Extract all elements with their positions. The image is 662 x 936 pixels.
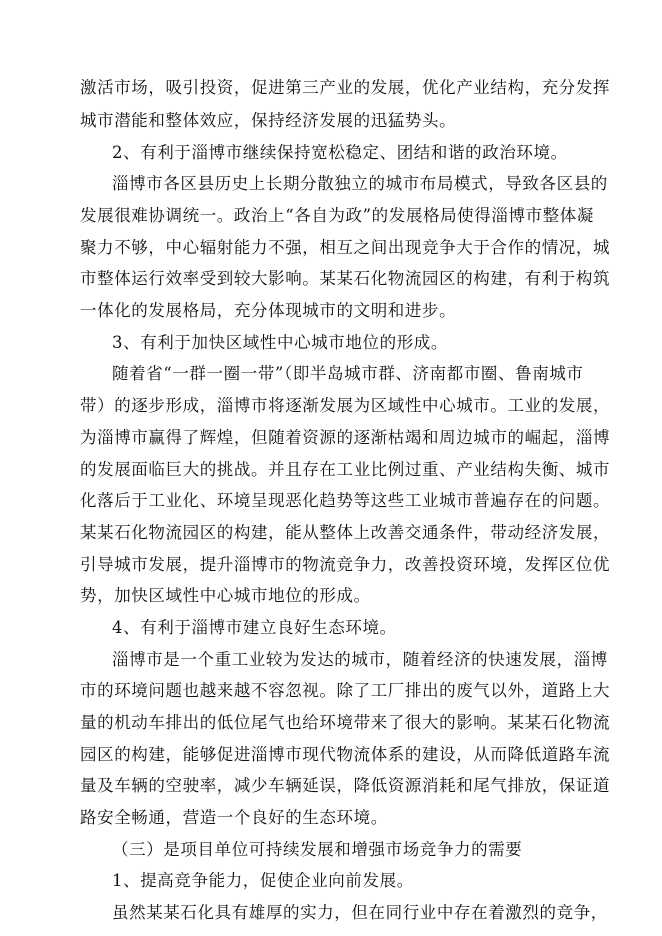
- body-text-line: 随着省“一群一圈一带”（即半岛城市群、济南都市圈、鲁南城市: [112, 364, 584, 383]
- subheading-2: 2、有利于淄博市继续保持宽松稳定、团结和谐的政治环境。: [112, 143, 568, 162]
- subheading-4: 4、有利于淄博市建立良好生态环境。: [112, 618, 397, 637]
- body-text-line: 市的环境问题也越来越不容忽视。除了工厂排出的废气以外，道路上大: [80, 681, 611, 700]
- body-text-line: 量及车辆的空驶率，减少车辆延误，降低资源消耗和尾气排放，保证道: [80, 776, 611, 795]
- body-text-line: 带）的逐步形成，淄博市将逐渐发展为区域性中心城市。工业的发展，: [80, 396, 611, 415]
- body-text-line: 势，加快区域性中心城市地位的形成。: [80, 586, 371, 605]
- body-text-line: 化落后于工业化、环境呈现恶化趋势等这些工业城市普遍存在的问题。: [80, 491, 611, 510]
- body-text-line: 园区的构建，能够促进淄博市现代物流体系的建设，从而降低道路车流: [80, 745, 611, 764]
- body-text-line: 引导城市发展，提升淄博市的物流竞争力，改善投资环境，发挥区位优: [80, 555, 611, 574]
- body-text-line: 市整体运行效率受到较大影响。某某石化物流园区的构建，有利于构筑: [80, 269, 611, 288]
- body-text-line: 虽然某某石化具有雄厚的实力，但在同行业中存在着激烈的竞争，: [112, 903, 608, 922]
- body-text-line: 发展很难协调统一。政治上“各自为政”的发展格局使得淄博市整体凝: [80, 206, 594, 225]
- body-text-line: 某某石化物流园区的构建，能从整体上改善交通条件，带动经济发展，: [80, 523, 611, 542]
- subheading-1: 1、提高竞争能力，促使企业向前发展。: [112, 871, 414, 890]
- body-text-line: 城市潜能和整体效应，保持经济发展的迅猛势头。: [80, 111, 457, 130]
- body-text-line: 淄博市是一个重工业较为发达的城市，随着经济的快速发展，淄博: [112, 650, 608, 669]
- body-text-line: 聚力不够，中心辐射能力不强，相互之间出现竞争大于合作的情况，城: [80, 238, 611, 257]
- body-text-line: 激活市场，吸引投资，促进第三产业的发展，优化产业结构，充分发挥: [80, 78, 611, 97]
- subheading-3: 3、有利于加快区域性中心城市地位的形成。: [112, 333, 448, 352]
- body-text-line: 量的机动车排出的低位尾气也给环境带来了很大的影响。某某石化物流: [80, 713, 611, 732]
- body-text-line: 淄博市各区县历史上长期分散独立的城市布局模式，导致各区县的: [112, 174, 608, 193]
- body-text-line: 路安全畅通，营造一个良好的生态环境。: [80, 808, 388, 827]
- body-text-line: 为淄博市赢得了辉煌，但随着资源的逐渐枯竭和周边城市的崛起，淄博: [80, 428, 611, 447]
- body-text-line: 一体化的发展格局，充分体现城市的文明和进步。: [80, 301, 457, 320]
- section-heading: （三）是项目单位可持续发展和增强市场竞争力的需要: [112, 840, 523, 859]
- body-text-line: 的发展面临巨大的挑战。并且存在工业比例过重、产业结构失衡、城市: [80, 460, 611, 479]
